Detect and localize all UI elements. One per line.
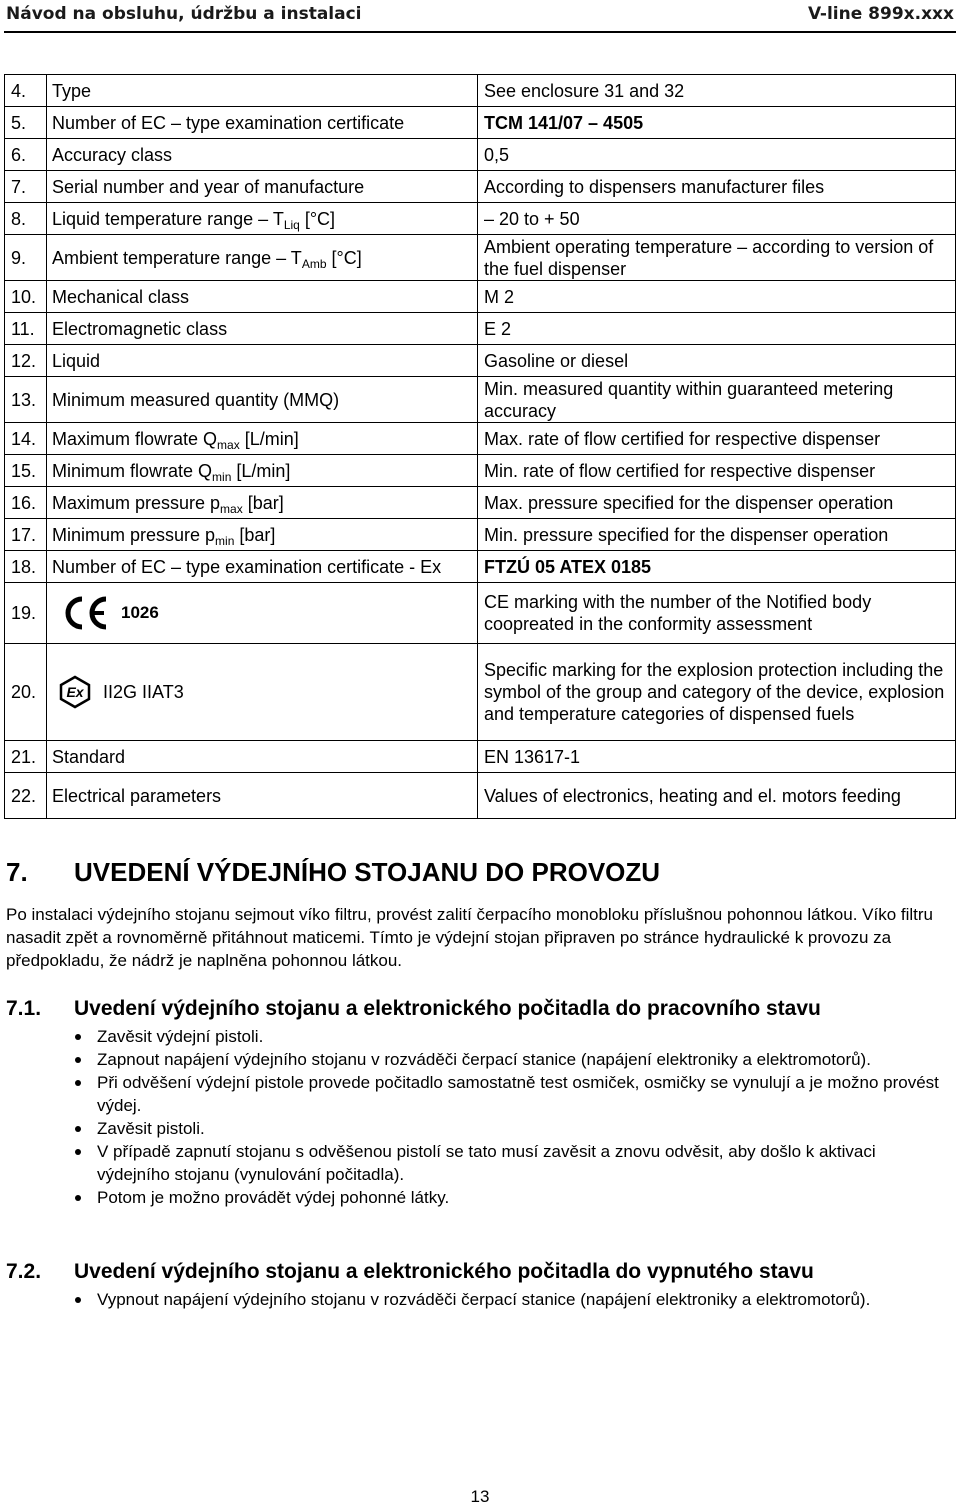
- header-title-right: V-line 899x.xxx: [808, 4, 954, 24]
- row-value: Ambient operating temperature – according to version of the fuel dispenser: [478, 235, 956, 281]
- row-value: Min. measured quantity within guaranteed metering accuracy: [478, 377, 956, 423]
- section-number: 7.1.: [6, 997, 42, 1020]
- label-text: Maximum pressure p: [52, 492, 221, 513]
- section-7-1-list: [72, 1025, 952, 1209]
- label-unit: [°C]: [326, 247, 362, 268]
- row-value: M 2: [478, 281, 956, 313]
- table-row: [5, 519, 956, 551]
- row-number: 13.: [5, 377, 47, 423]
- ex-marking-cell: [47, 644, 478, 741]
- row-number: 6.: [5, 139, 47, 171]
- row-label: [47, 455, 478, 487]
- section-number: 7.: [6, 857, 28, 887]
- table-row: [5, 281, 956, 313]
- row-label: [47, 235, 478, 281]
- list-item: Potom je možno provádět výdej pohonné látky.: [72, 1186, 952, 1209]
- row-number: 22.: [5, 773, 47, 819]
- table-row: [5, 741, 956, 773]
- row-number: 18.: [5, 551, 47, 583]
- ce-marking-cell: [47, 583, 478, 644]
- table-row: [5, 235, 956, 281]
- row-number: 7.: [5, 171, 47, 203]
- label-unit: [L/min]: [239, 428, 299, 449]
- table-row: [5, 423, 956, 455]
- label-unit: [°C]: [299, 208, 336, 229]
- list-item: Zapnout napájení výdejního stojanu v rozváděči čerpací stanice (napájení elektroniky a elektromotorů).: [72, 1048, 952, 1071]
- row-value: TCM 141/07 – 4505: [478, 107, 956, 139]
- row-number: 16.: [5, 487, 47, 519]
- table-row: [5, 313, 956, 345]
- row-label: [47, 487, 478, 519]
- label-unit: [bar]: [234, 524, 276, 545]
- row-number: 8.: [5, 203, 47, 235]
- row-value: Min. rate of flow certified for respective dispenser: [478, 455, 956, 487]
- list-item: V případě zapnutí stojanu s odvěšenou pistolí se tato musí zavěsit a znovu odvěsit, aby došlo k aktivaci výdejního stojanu (vynulování počitadla).: [72, 1140, 952, 1186]
- table-row: [5, 551, 956, 583]
- row-label: Liquid: [47, 345, 478, 377]
- section-number: 7.2.: [6, 1260, 42, 1283]
- row-number: 10.: [5, 281, 47, 313]
- row-number: 9.: [5, 235, 47, 281]
- label-subscript: max: [220, 501, 243, 516]
- table-row: [5, 583, 956, 644]
- label-text: Minimum flowrate Q: [52, 460, 213, 481]
- row-label: [47, 203, 478, 235]
- row-label: Serial number and year of manufacture: [47, 171, 478, 203]
- list-item: Vypnout napájení výdejního stojanu v rozváděči čerpací stanice (napájení elektroniky a elektromotorů).: [72, 1288, 952, 1311]
- row-value: FTZÚ 05 ATEX 0185: [478, 551, 956, 583]
- list-item: Zavěsit výdejní pistoli.: [72, 1025, 952, 1048]
- label-subscript: Liq: [283, 217, 300, 232]
- label-text: Maximum flowrate Q: [52, 428, 218, 449]
- label-text: Liquid temperature range – T: [52, 208, 284, 229]
- row-label: Electrical parameters: [47, 773, 478, 819]
- row-label: Number of EC – type examination certificate - Ex: [47, 551, 478, 583]
- header-title-left: Návod na obsluhu, údržbu a instalaci: [6, 4, 362, 24]
- table-row: [5, 644, 956, 741]
- row-number: 12.: [5, 345, 47, 377]
- specification-table: [4, 74, 956, 819]
- row-value: Specific marking for the explosion protection including the symbol of the group and category of the device, explosion and temperature categories of dispensed fuels: [478, 644, 956, 741]
- table-row: [5, 345, 956, 377]
- row-value: Max. pressure specified for the dispenser operation: [478, 487, 956, 519]
- row-number: 11.: [5, 313, 47, 345]
- table-row: [5, 75, 956, 107]
- row-value: Gasoline or diesel: [478, 345, 956, 377]
- row-label: Type: [47, 75, 478, 107]
- table-row: [5, 773, 956, 819]
- list-item: Zavěsit pistoli.: [72, 1117, 952, 1140]
- section-title: Uvedení výdejního stojanu a elektronického počitadla do vypnutého stavu: [74, 1260, 814, 1283]
- section-7-heading: [6, 857, 660, 888]
- section-7-2-heading: [6, 1260, 814, 1284]
- section-7-1-heading: [6, 997, 821, 1021]
- row-number: 17.: [5, 519, 47, 551]
- label-subscript: max: [217, 437, 240, 452]
- notified-body-number: 1026: [121, 603, 159, 622]
- row-number: 21.: [5, 741, 47, 773]
- table-row: [5, 139, 956, 171]
- row-value: CE marking with the number of the Notified body coopreated in the conformity assessment: [478, 583, 956, 644]
- row-label: Number of EC – type examination certificate: [47, 107, 478, 139]
- table-row: [5, 203, 956, 235]
- table-row: [5, 487, 956, 519]
- row-value: 0,5: [478, 139, 956, 171]
- table-row: [5, 107, 956, 139]
- row-number: 4.: [5, 75, 47, 107]
- row-number: 15.: [5, 455, 47, 487]
- row-label: Accuracy class: [47, 139, 478, 171]
- row-value: E 2: [478, 313, 956, 345]
- row-value: EN 13617-1: [478, 741, 956, 773]
- table-row: [5, 171, 956, 203]
- row-number: 14.: [5, 423, 47, 455]
- label-unit: [L/min]: [231, 460, 291, 481]
- label-unit: [bar]: [242, 492, 284, 513]
- page-number: 13: [470, 1487, 490, 1506]
- row-value: Max. rate of flow certified for respective dispenser: [478, 423, 956, 455]
- table-row: [5, 455, 956, 487]
- row-label: [47, 519, 478, 551]
- row-label: Standard: [47, 741, 478, 773]
- row-value: Values of electronics, heating and el. motors feeding: [478, 773, 956, 819]
- row-value: Min. pressure specified for the dispenser operation: [478, 519, 956, 551]
- row-value: – 20 to + 50: [478, 203, 956, 235]
- row-label: Minimum measured quantity (MMQ): [47, 377, 478, 423]
- table-row: [5, 377, 956, 423]
- label-subscript: Amb: [301, 256, 327, 271]
- row-label: [47, 423, 478, 455]
- label-subscript: min: [212, 469, 232, 484]
- label-text: Minimum pressure p: [52, 524, 216, 545]
- ce-mark-icon: [62, 595, 110, 631]
- label-subscript: min: [215, 533, 235, 548]
- section-7-2-list: [72, 1288, 952, 1311]
- list-item: Při odvěšení výdejní pistole provede počitadlo samostatně test osmiček, osmičky se vynulují a je možno provést výdej.: [72, 1071, 952, 1117]
- row-number: 19.: [5, 583, 47, 644]
- row-number: 5.: [5, 107, 47, 139]
- label-text: Ambient temperature range – T: [52, 247, 302, 268]
- row-value: See enclosure 31 and 32: [478, 75, 956, 107]
- section-title: Uvedení výdejního stojanu a elektronického počitadla do pracovního stavu: [74, 997, 821, 1020]
- row-label: Electromagnetic class: [47, 313, 478, 345]
- ex-category: II2G IIAT3: [103, 682, 184, 702]
- row-value: According to dispensers manufacturer files: [478, 171, 956, 203]
- section-7-paragraph: Po instalaci výdejního stojanu sejmout víko filtru, provést zalití čerpacího monobloku příslušnou pohonnou látkou. Víko filtru nasadit zpět a rovnoměrně přitáhnout maticemi. Tímto je výdejní stojan připraven po stránce hydraulické k provozu za předpokladu, že nádrž je naplněna pohonnou látkou.: [6, 905, 934, 970]
- section-title: UVEDENÍ VÝDEJNÍHO STOJANU DO PROVOZU: [74, 857, 661, 887]
- svg-text:Ex: Ex: [66, 684, 84, 700]
- row-label: Mechanical class: [47, 281, 478, 313]
- ex-hexagon-icon: [58, 675, 92, 709]
- header-divider: [4, 31, 956, 33]
- row-number: 20.: [5, 644, 47, 741]
